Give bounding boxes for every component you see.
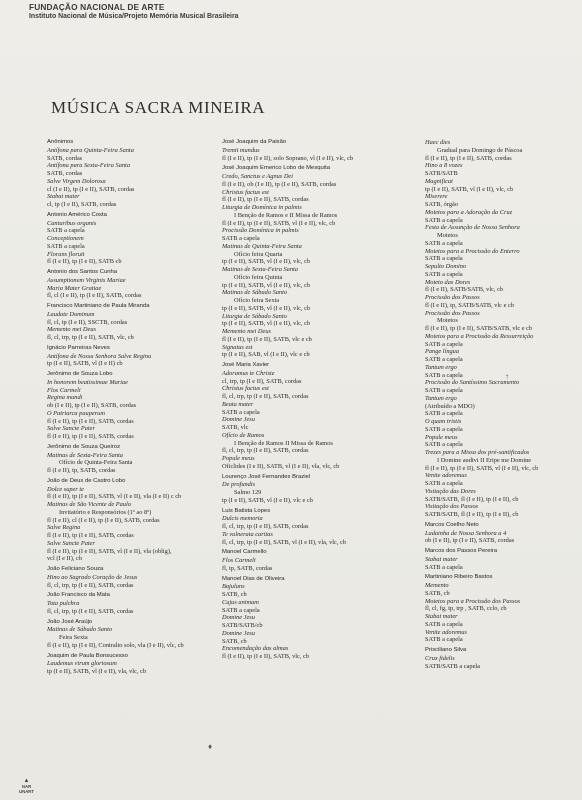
composer-name: Antonio Américo Costa xyxy=(47,211,107,218)
work-title: Memento mei Deus xyxy=(222,328,271,335)
work-title: Popule meus xyxy=(222,455,255,462)
work-title: Motetos para a Procissão dos Passos xyxy=(425,597,521,605)
instrumentation: SATB, vlc xyxy=(222,424,249,431)
composer-name: Luis Batista Lopes xyxy=(222,507,271,514)
work-title: Salve Virgem Dolorosa xyxy=(47,177,106,185)
instrumentation: fl (I e II), tp (I e II), SATB, vl (I e II), vla (oblig), xyxy=(47,547,172,555)
composer-name: José Joaquim Emerico Lobo de Mesquita xyxy=(222,165,331,172)
instrumentation: SATB a capela xyxy=(425,340,463,348)
column-1 xyxy=(47,139,217,679)
work-title: Domine Jesu xyxy=(222,614,255,622)
work-title: Liturgia de Domínica in palmis xyxy=(222,204,302,211)
composer-name: Jerônimo de Souza Lobo xyxy=(47,371,113,377)
catalog-entry xyxy=(47,269,217,300)
instrumentation: SATB a capela xyxy=(425,563,463,571)
work-title: Beata mater xyxy=(222,400,254,408)
instrumentation: fl, cl, tp (I e II), SSCTB, cordas xyxy=(47,318,128,326)
work-title: Signatus est xyxy=(222,343,253,351)
composer-name: Marcos Coelho Neto xyxy=(425,521,479,528)
work-title: Flos Carmeli xyxy=(222,557,256,564)
instrumentation: tp (I e II), SAB, vl (I e II), vlc e cb xyxy=(222,351,310,359)
composer-name: Martiniano Ribeiro Bastos xyxy=(425,574,493,581)
work-title: Magnificat xyxy=(425,177,453,185)
work-title: Sepulto Domino xyxy=(425,263,467,270)
work-title: Crux fidelis xyxy=(425,654,455,662)
work-title: De profundis xyxy=(222,481,256,489)
catalog-entry xyxy=(47,478,217,563)
work-title: Procissão dos Passos xyxy=(425,294,480,301)
instrumentation: tp (I e II), SATB, vl (I e II), vlc e cb xyxy=(222,496,313,504)
composer-name: João Feliciano Souza xyxy=(47,566,104,572)
work-subtitle: Ofício feira Quarta xyxy=(234,250,283,258)
work-subtitle: Feira Sexta xyxy=(59,634,88,641)
label-logo xyxy=(19,778,34,794)
work-title: O quam tristis xyxy=(425,418,462,425)
work-title: Procissão Domínica in palmis xyxy=(222,227,299,235)
work-title: Dolce super te xyxy=(47,485,84,493)
composer-name: Manoel Carmello xyxy=(222,549,267,556)
catalog-entry xyxy=(47,303,217,342)
composer-name: Lourenço José Fernandes Braziel xyxy=(222,473,311,480)
instrumentation: SATB a capela xyxy=(222,235,260,242)
work-title: Antífona para Quinta-Feira Santa xyxy=(47,146,134,154)
work-subtitle: Motetos xyxy=(437,232,458,239)
instrumentation: SATB a capela xyxy=(47,227,85,235)
work-title: Stabat mater xyxy=(425,613,458,620)
work-subtitle: I Benção de Ramos II Missa de Ramos xyxy=(234,439,333,447)
instrumentation: SATB a capela xyxy=(425,620,463,628)
composer-name: Francisco Martiniano de Paula Miranda xyxy=(47,303,150,309)
work-title: Matinas de São Vicente de Paulo xyxy=(47,501,131,508)
instrumentation: fl, cl, trp, tp (I e II), SATB, vl (I e II), vla, vlc, cb xyxy=(222,538,347,546)
instrumentation: fl, cl (I e II), tp (I e II), SATB, cordas xyxy=(47,292,142,300)
instrumentation: fl (I e II), tp (I e II), SATB, vlc, cb xyxy=(222,653,310,660)
work-subtitle: Ofício feira Quinta xyxy=(234,273,283,281)
logo-line-1: NAR xyxy=(21,784,32,789)
composer-name: Joaquim de Paula Bonsucesso xyxy=(47,652,128,659)
instrumentation: SATB a capela xyxy=(425,425,463,433)
catalog-entry xyxy=(222,362,412,471)
composer-name: Prisciliano Silva xyxy=(425,647,467,653)
work-title: Venite adoremus xyxy=(425,472,467,480)
instrumentation: SATB, cb xyxy=(222,637,247,645)
work-title: Popule meus xyxy=(425,433,458,441)
work-title: Tremit mundus xyxy=(222,146,260,154)
instrumentation: fl (I e II), tp (I e II), Contralto solo, vla (I e II), vlc, cb xyxy=(47,641,184,649)
catalog-entry xyxy=(222,508,412,547)
work-title: Matinas de Sexta-Feira Santa xyxy=(47,451,123,459)
work-title: Stabat mater xyxy=(425,555,458,563)
catalog-entry xyxy=(425,647,575,670)
instrumentation: fl, cl, trp, tp (I e II), SATB, cordas xyxy=(47,607,134,615)
instrumentation: fl (I e II), tp (I e II), SATB, cordas xyxy=(47,532,134,539)
instrumentation: SATB a capela xyxy=(425,255,463,263)
work-title: Matinas de Sexta-Feira Santa xyxy=(222,266,298,273)
work-title: Procissão do Santíssimo Sacramento xyxy=(425,379,520,387)
instrumentation: SATB a capela xyxy=(222,408,260,416)
work-title: Stabat mater xyxy=(47,193,80,201)
instrumentation: fl, cl, trp, tp (I e II), SATB, cordas xyxy=(222,447,309,455)
instrumentation: fl (I e II), tp (I e II), SATB, vl (I e II), vlc, cb xyxy=(222,219,336,227)
instrumentation: fl (I e II), tp, SATB/SATB, vlc e cb xyxy=(425,301,514,309)
instrumentation: fl, cl, fg, tp, trp , SATB, cclo, cb xyxy=(425,605,507,613)
instrumentation: SATB a capela xyxy=(425,480,463,487)
work-title: Florans floruit xyxy=(47,250,85,258)
work-title: Assumptionem Virginis Mariae xyxy=(47,276,126,284)
work-subtitle: Ofício feira Sexta xyxy=(234,297,280,304)
work-title: Tantum ergo xyxy=(425,394,457,402)
composer-name: Ignácio Parreiras Neves xyxy=(47,344,110,351)
work-title: Venite adoremus xyxy=(425,628,467,636)
work-subtitle: I Benção de Ramos e II Missa de Ramos xyxy=(234,211,338,219)
catalog-entry xyxy=(47,444,217,475)
work-title: Festa de Assunção de Nossa Senhora xyxy=(425,224,520,232)
instrumentation: cl, tp (I e II), SATB, cordas xyxy=(47,201,117,208)
instrumentation: fl (I e II), tp (I e II), SATB, vlc e cb xyxy=(222,335,312,343)
work-title: O Patriarca pauperum xyxy=(47,409,105,417)
instrumentation: fl (I e II), tp, SATB, cordas xyxy=(47,467,116,474)
instrumentation: fl, cl, trp, tp (I e II), SATB, cordas xyxy=(222,393,309,400)
work-subtitle: Salmo 129 xyxy=(234,489,262,496)
instrumentation: SATB a capela xyxy=(425,216,463,224)
composer-name: João de Deus de Castro Lobo xyxy=(47,477,126,484)
work-title: Encomendação das almas xyxy=(222,645,289,653)
work-title: Tantum ergo xyxy=(425,363,457,371)
instrumentation: SATB a capela xyxy=(425,441,463,449)
work-title: Visitação dos Passos xyxy=(425,503,479,511)
catalog-entry xyxy=(222,474,412,505)
catalog-entry xyxy=(222,549,412,572)
instrumentation: tp (I e II), SATB, vl (I e II), vlc, cb xyxy=(222,258,311,266)
instrumentation: fl (I e II), ob (I e II), tp (I e II), SATB, cordas xyxy=(222,180,337,188)
work-title: Matinas de Sábado Santo xyxy=(222,289,288,297)
work-title: Bajulans xyxy=(222,583,245,591)
composer-name: Antonio dos Santos Cunha xyxy=(47,269,118,275)
instrumentation: SATB, cordas xyxy=(47,170,83,177)
catalog-entry xyxy=(47,619,217,650)
instrumentation: SATB a capela xyxy=(47,242,85,250)
instrumentation: fl (I e II), tp (I e II), SATB, cordas xyxy=(47,433,134,440)
catalog-entry xyxy=(222,576,412,661)
instrumentation: SATB/SATB/cb xyxy=(222,622,263,629)
instrumentation: tp (I e II), SATB, vl (I e II), vlc, cb xyxy=(222,281,311,289)
instrumentation: fl (I e II), cl (I e II), tp (I e II), SATB, cordas xyxy=(47,516,160,524)
catalog-entry xyxy=(47,371,217,441)
catalog-entry xyxy=(425,522,575,545)
ink-mark-small: ♦ xyxy=(208,742,213,751)
instrumentation: fl (I e II), tp (I e II), SATB, cordas xyxy=(222,196,309,204)
catalog-entry xyxy=(47,566,217,589)
instrumentation: SATB a capela xyxy=(425,387,463,394)
ink-mark-arrow: ↑ xyxy=(505,372,509,381)
instrumentation: SATB a capela xyxy=(425,356,463,363)
work-title: Salve Regina xyxy=(47,524,81,532)
catalog-entry xyxy=(222,165,412,359)
work-title: Procissão dos Passos xyxy=(425,309,480,317)
work-subtitle: Ofício de Quinta-Feira Santa xyxy=(59,459,133,467)
column-2 xyxy=(222,139,412,664)
work-title: Visitação das Dores xyxy=(425,487,476,495)
work-title: Canturibus organis xyxy=(47,219,97,227)
instrumentation: tp (I e II), SATB, vl (I e II) cb xyxy=(47,360,123,368)
work-title: Domine Jesu xyxy=(222,416,255,424)
catalog-entry xyxy=(425,139,575,519)
instrumentation: fl, tp, SATB, cordas xyxy=(222,564,273,572)
work-title: Dulcis memoria xyxy=(222,515,263,523)
work-title: Credo, Sanctus e Agnus Dei xyxy=(222,173,294,180)
instrumentation: SATB a capela xyxy=(425,636,463,644)
instrumentation: fl (I e II), tp (I e II), solo Soprano, vl (I e II), vlc, cb xyxy=(222,154,354,162)
work-subtitle: Gradual para Domingo de Páscoa xyxy=(437,146,523,154)
work-title: Motetos para a Adoração da Cruz xyxy=(425,208,513,216)
work-title: Haec dies xyxy=(425,139,451,146)
instrumentation: fl, cl, trp, tp (I e II), SATB, cordas xyxy=(47,581,134,589)
org-name: FUNDAÇÃO NACIONAL DE ARTE xyxy=(29,2,165,12)
work-title: Flos Carmeli xyxy=(47,386,81,394)
work-title: Matinas de Sábado Santo xyxy=(47,626,113,634)
work-title: Laudemus virum gloriosum xyxy=(47,660,117,668)
instrumentation: SATB, cordas xyxy=(47,154,83,162)
instrumentation: ob (I e II), tp (I e II), SATB, cordas xyxy=(425,537,515,545)
instrumentation: SATB a capela xyxy=(425,371,463,379)
work-title: Regina mundi xyxy=(47,394,83,402)
work-title: Te vulnerata caritas xyxy=(222,530,273,538)
institute-name: Instituto Nacional de Música/Projeto Memória Musical Brasileira xyxy=(29,13,239,20)
work-title: Domine Jesu xyxy=(222,629,255,637)
page-header xyxy=(29,3,238,21)
instrumentation: tp (I e II), SATB, vl (I e II), vlc, cb xyxy=(222,320,311,328)
work-title: Adoramus te Christe xyxy=(222,369,275,377)
instrumentation: vcl (I e II), cb xyxy=(47,555,83,563)
work-title: Motetos para a Procissão do Enterro xyxy=(425,247,520,255)
instrumentation: SATB/SATB, fl (I e II), tp (I e II), cb xyxy=(425,511,519,518)
instrumentation: SATB, órgão xyxy=(425,201,459,208)
instrumentation: fl (I e II), tp (I e II), SATB, vl (I e II), vlc, cb xyxy=(425,464,539,472)
work-title: Salve Sancte Pater xyxy=(47,425,95,433)
composer-name: João Francisco da Mata xyxy=(47,592,110,599)
instrumentation: fl, cl, trp, tp (I e II), SATB, vlc, cb xyxy=(47,334,134,341)
work-title: In honorem beatissimae Mariae xyxy=(47,378,128,386)
work-title: Tota pulchra xyxy=(47,600,80,607)
instrumentation: SATB, cb xyxy=(222,591,247,598)
column-3 xyxy=(425,139,575,673)
catalog-entry xyxy=(47,139,217,209)
instrumentation: fl (I e II), tp (I e II), SATB, cordas xyxy=(425,154,512,162)
work-title: Memento mei Deus xyxy=(47,326,96,334)
instrumentation: fl (I e II), tp (I e II), SATB cb xyxy=(47,258,122,266)
work-title: Cujus animam xyxy=(222,598,259,606)
logo-line-2: UNART xyxy=(19,789,35,794)
catalog-entry xyxy=(47,345,217,368)
instrumentation: SATB, cb xyxy=(425,589,450,597)
work-title: Hino a 8 vozes xyxy=(425,162,463,170)
instrumentation: tp (I e II), SATB, vl (I e II), vlc, cb xyxy=(425,185,514,193)
catalog-entry xyxy=(47,653,217,676)
instrumentation: cl, trp, tp (I e II), SATB, cordas xyxy=(222,377,302,385)
catalog-entry xyxy=(425,548,575,571)
work-title: Antífona para Sexta-Feira Santa xyxy=(47,162,130,170)
work-title: Laudate Dominum xyxy=(47,310,95,318)
work-title: Ofício de Ramos xyxy=(222,431,265,439)
catalog-entry xyxy=(222,139,412,162)
instrumentation: cl (I e II), tp (I e II), SATB, cordas xyxy=(47,185,135,193)
work-subtitle: Motetos xyxy=(437,317,458,325)
work-title: Liturgia de Sábado Santo xyxy=(222,312,287,320)
work-title: Ladainha de Nossa Senhora a 4 xyxy=(425,529,507,537)
work-title: Salve Sancte Pater xyxy=(47,539,95,547)
work-subtitle: Invitatório e Responsórios (1º ao 8º) xyxy=(59,508,152,516)
work-title: Antífona de Nossa Senhora Salve Regina xyxy=(47,352,152,360)
catalog-entry xyxy=(425,574,575,644)
composer-name: Jerônimo de Souza Queiroz xyxy=(47,443,121,450)
composer-name: Marcos dos Passos Pereira xyxy=(425,548,498,554)
instrumentation: fl (I e II), SATB/SATB, vlc, cb xyxy=(425,286,504,294)
instrumentation: ob (I e II), tp (I e II), SATB, cordas xyxy=(47,402,137,409)
work-title: Moteto das Dores xyxy=(425,278,471,286)
instrumentation: Oficlides (I e II), SATB, vl (I e II), vla, vlc, cb xyxy=(222,462,340,470)
instrumentation: SATB/SATB a capela xyxy=(425,662,480,670)
instrumentation: tp (I e II), SATB, vl (I e II), vlc, cb xyxy=(222,304,311,312)
instrumentation: SATB a capela xyxy=(222,606,260,614)
work-title: Memento xyxy=(425,582,449,589)
page-title: MÚSICA SACRA MINEIRA xyxy=(51,98,266,117)
instrumentation: (Atribuído a MDO) xyxy=(425,402,475,410)
instrumentation: SATB a capela xyxy=(425,270,463,278)
composer-name: Anônimos xyxy=(47,139,74,145)
work-subtitle: I Domine audivi II Eripe me Domine xyxy=(437,456,532,464)
work-title: Miserere xyxy=(425,193,448,201)
composer-name: João José Araújo xyxy=(47,618,93,625)
work-title: Christus factus est xyxy=(222,188,269,196)
work-title: Maria Mater Gratiae xyxy=(47,284,102,292)
composer-name: Manoel Dias de Oliveira xyxy=(222,575,285,582)
work-title: Christus factus est xyxy=(222,385,269,393)
logo-icon: ▲ xyxy=(23,778,30,784)
instrumentation: SATB/SATB, fl (I e II), tp (I e II), cb xyxy=(425,495,519,503)
work-title: Trezes para a Missa dos pré-santificados xyxy=(425,449,530,456)
instrumentation: SATB a capela xyxy=(425,410,463,418)
work-title: Conceptionem xyxy=(47,235,84,242)
composer-name: José Maria Xavier xyxy=(222,362,270,368)
instrumentation: fl (I e II), tp (I e II), SATB/SATB, vlc e cb xyxy=(425,325,533,332)
instrumentation: SATB a capela xyxy=(425,239,463,247)
catalog-entry xyxy=(47,212,217,266)
work-title: Hino ao Sagrado Coração de Jesus xyxy=(47,573,138,581)
instrumentation: tp (I e II), SATB, vl (I e II), vla, vlc, cb xyxy=(47,668,146,675)
catalog-entry xyxy=(47,592,217,615)
work-title: Matinas de Quinta-Feira Santa xyxy=(222,242,302,250)
instrumentation: SATB/SATB xyxy=(425,170,458,177)
instrumentation: fl (I e II), tp (I e II), SATB, cordas xyxy=(47,417,134,425)
work-title: Motetos para a Procissão da Ressurreição xyxy=(425,332,534,340)
composer-name: José Joaquim da Paixão xyxy=(222,139,287,145)
instrumentation: fl, cl, trp, tp (I e II), SATB, cordas xyxy=(222,523,309,530)
work-title: Pange língua xyxy=(425,348,460,356)
instrumentation: fl (I e II), tp (I e II), SATB, vl (I e II), vla (I e II) c cb xyxy=(47,493,182,501)
